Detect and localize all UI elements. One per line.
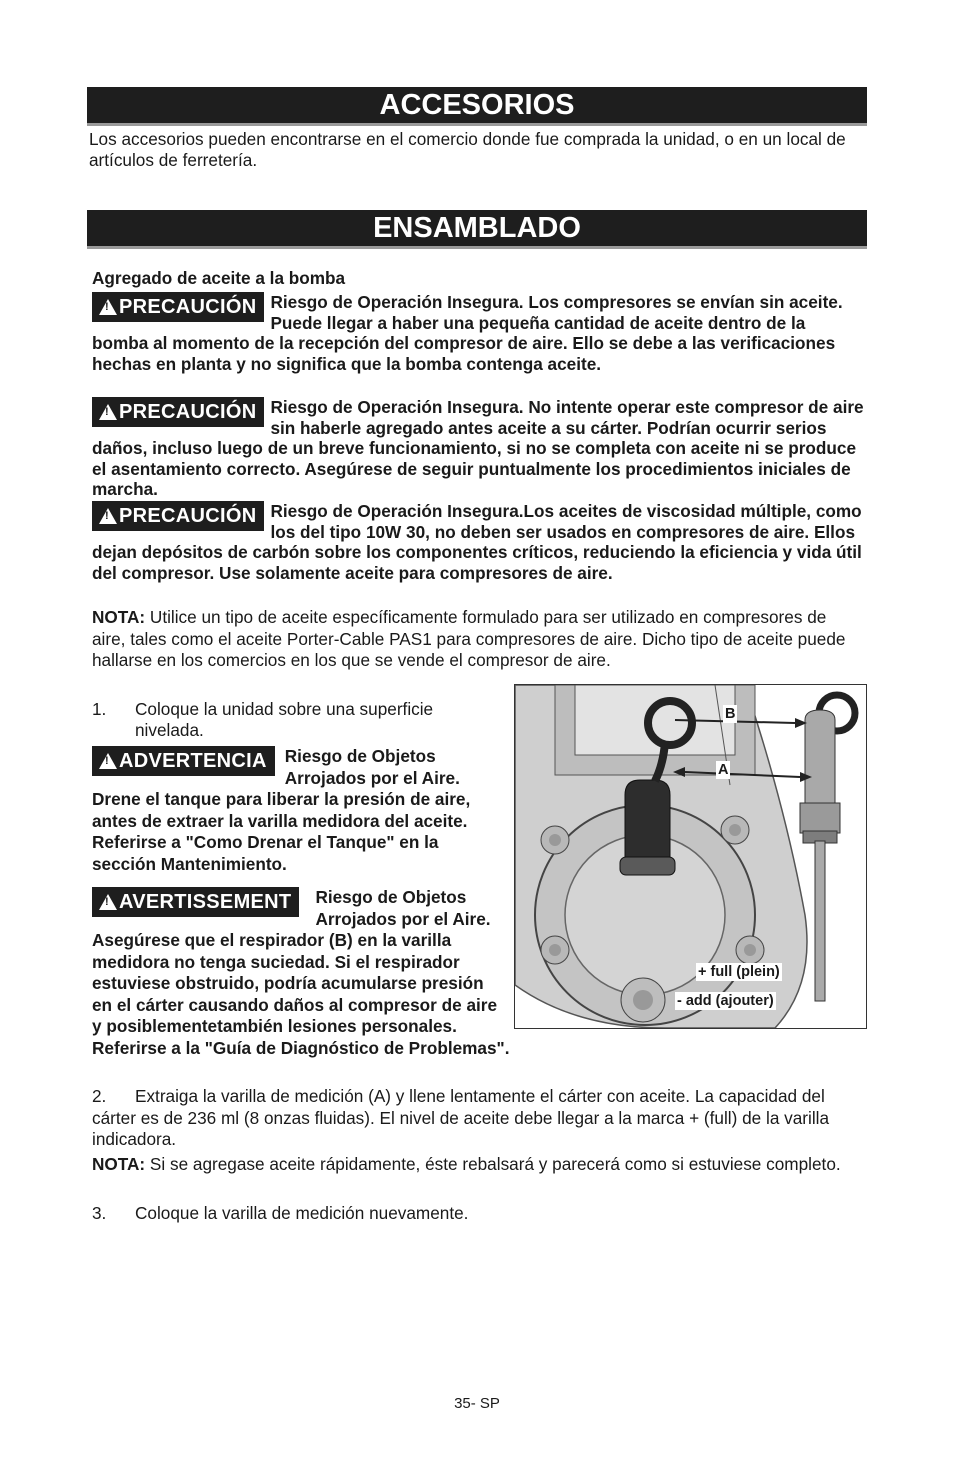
note-2-text: Si se agregase aceite rápidamente, éste rebalsará y parecerá como si estuviese completo.: [145, 1154, 841, 1174]
step-2-text: Extraiga la varilla de medición (A) y llene lentamente el cárter con aceite. La capacidad del cárter es de 236 ml (8 onzas fluidas). El nivel de aceite debe llegar a la marca + (full) de la varilla indicadora.: [92, 1086, 830, 1149]
section-subtitle: Agregado de aceite a la bomba: [92, 268, 346, 288]
label-b: B: [725, 706, 736, 722]
note-2: [92, 1154, 862, 1176]
warning-text: Riesgo de Objetos Arrojados por el Aire. Drene el tanque para liberar la presión de aire, antes de extraer la varilla medidora del aceite. Referirse a "Como Drenar el Tanque" en la sección Mantenimiento.: [92, 746, 471, 874]
warning-triangle-icon: [99, 508, 117, 524]
caution-text-2: Riesgo de Operación Insegura. No intente operar este compresor de aire sin haberle agregado antes aceite a su cárter. Podrían ocurrir serios daños, incluso luego de un breve funcionamiento, si no se completa con aceite ni se produce el asentamiento correcto. Asegúrese de seguir puntualmente los procedimientos iniciales de marcha.: [92, 397, 864, 499]
note-1-text: Utilice un tipo de aceite específicamente formulado para ser utilizado en compresores de aire, tales como el aceite Porter-Cable PAS1 para compresores de aire. Dicho tipo de aceite puede hallarse en los comercios en los que se vende el compresor de aire.: [92, 607, 846, 670]
caution-text-3: Riesgo de Operación Insegura.Los aceites de viscosidad múltiple, como los del tipo 10W 30, no deben ser usados en compresores de aire. Ellos dejan depósitos de carbón sobre los componentes críticos, reduciendo la eficiencia y vida útil del compresor. Use solamente aceite para compresores de aire.: [92, 501, 862, 583]
warning-triangle-icon: [99, 299, 117, 315]
accesorios-text: Los accesorios pueden encontrarse en el comercio donde fue comprada la unidad, o en un local de artículos de ferretería.: [89, 129, 846, 170]
caution-block-1: [92, 292, 864, 374]
warning-triangle-icon: [99, 753, 117, 769]
accesorios-title: ACCESORIOS: [379, 89, 575, 121]
warning-block: [92, 746, 502, 875]
caution-block-2: [92, 397, 864, 500]
step-1-number: 1.: [92, 699, 107, 719]
avertissement-text: Riesgo de Objetos Arrojados por el Aire. Asegúrese que el respirador (B) en la varilla medidora no tenga suciedad. Si el respirador estuviese obstruido, podría acumularse presión en el cárter causando daños al compresor de aire y posiblementetambién lesiones personales. Referirse a la "Guía de Diagnóstico de Problemas".: [92, 887, 510, 1058]
warning-triangle-icon: [99, 894, 117, 910]
page-number: 35- SP: [454, 1395, 500, 1412]
label-a: A: [718, 762, 729, 778]
note-1: [92, 607, 862, 672]
warning-triangle-icon: [99, 404, 117, 420]
caution-label-3: !PRECAUCIÓN: [92, 501, 264, 531]
step-1: [92, 699, 492, 741]
step-3-number: 3.: [92, 1203, 107, 1223]
caution-label-1: !PRECAUCIÓN: [92, 292, 264, 322]
caution-block-3: [92, 501, 864, 583]
note-label: NOTA:: [92, 607, 146, 627]
dipstick-figure: [514, 684, 867, 1029]
label-full: + full (plein): [698, 964, 780, 980]
warning-label: !ADVERTENCIA: [92, 746, 275, 776]
accesorios-banner: [87, 87, 867, 126]
caution-label-2: !PRECAUCIÓN: [92, 397, 264, 427]
note-label: NOTA:: [92, 1154, 146, 1174]
label-add: - add (ajouter): [677, 993, 774, 1009]
step-2: [92, 1086, 862, 1151]
avertissement-label: !AVERTISSEMENT: [92, 887, 299, 917]
compressor-pump-illustration: [515, 685, 866, 1028]
caution-text-1: Riesgo de Operación Insegura. Los compresores se envían sin aceite. Puede llegar a haber una pequeña cantidad de aceite dentro de la bomba al momento de la recepción del compresor de aire. Ello se debe a las verificaciones hechas en planta y no significa que la bomba contenga aceite.: [92, 292, 843, 374]
step-3: [92, 1203, 862, 1224]
step-1-text: Coloque la unidad sobre una superficie nivelada.: [135, 699, 434, 740]
ensamblado-title: ENSAMBLADO: [373, 212, 581, 244]
step-3-text: Coloque la varilla de medición nuevamente.: [135, 1203, 469, 1223]
step-2-number: 2.: [92, 1086, 107, 1106]
ensamblado-banner: [87, 210, 867, 249]
